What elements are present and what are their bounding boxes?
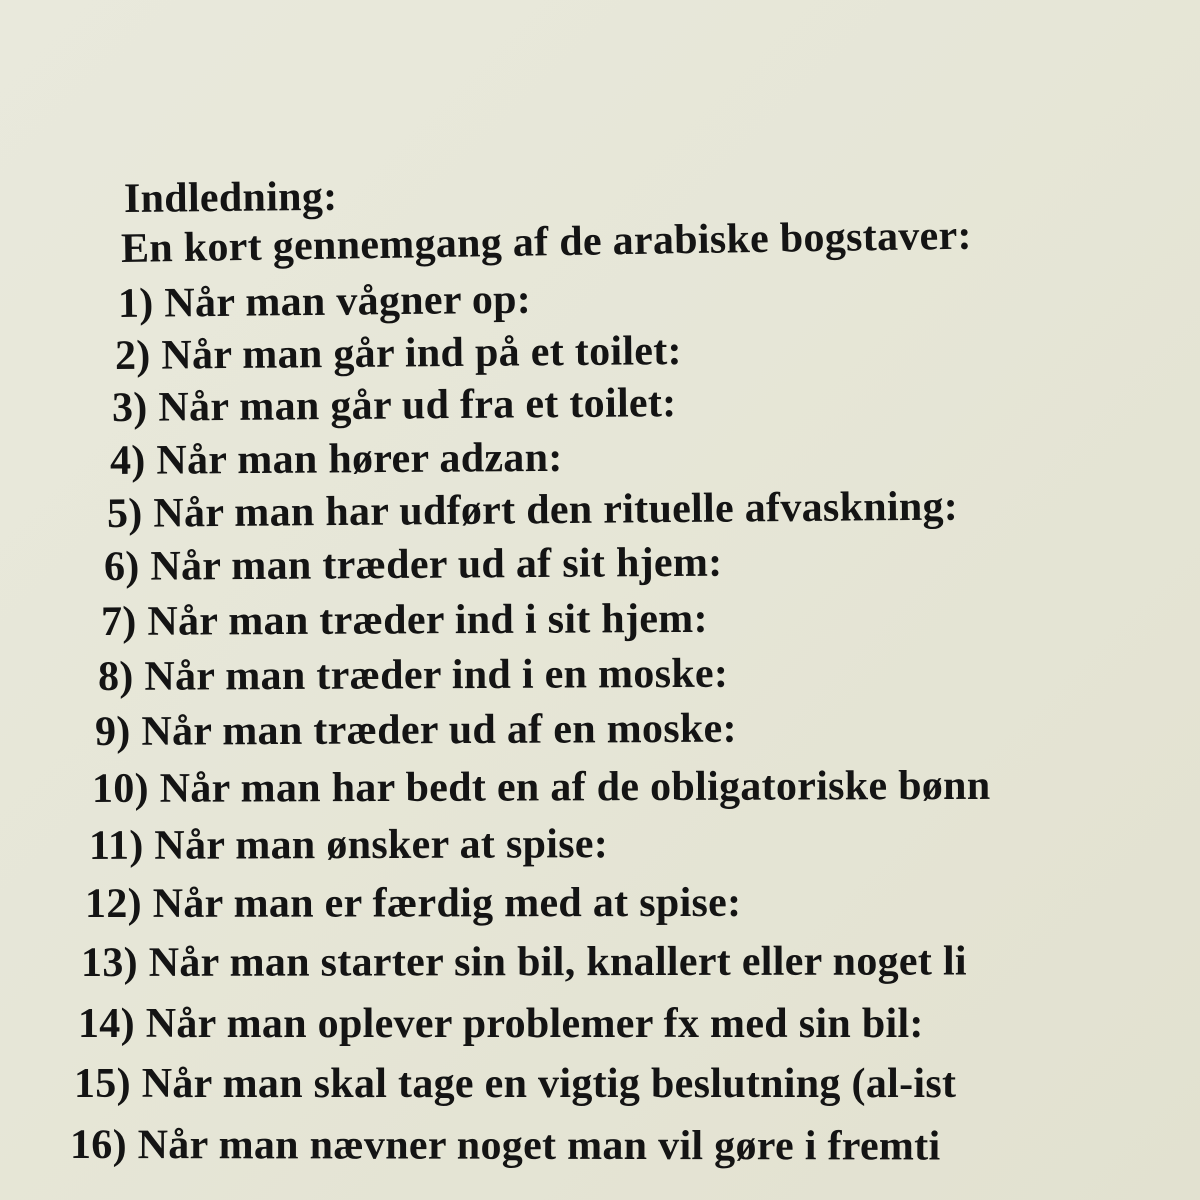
item-text: Når man træder ind i sit hjem: — [147, 595, 708, 645]
item-text: Når man er færdig med at spise: — [152, 879, 742, 927]
list-item — [109, 434, 563, 484]
list-item — [115, 330, 682, 377]
list-item — [84, 879, 742, 927]
list-item — [91, 762, 991, 812]
item-text: Når man har bedt en af de obligatoriske bønn — [159, 762, 991, 812]
list-item — [106, 483, 959, 537]
item-text: Når man ønsker at spise: — [154, 821, 609, 869]
item-number: 15) — [74, 1061, 131, 1107]
item-number: 16) — [69, 1122, 127, 1169]
item-number: 5) — [106, 490, 143, 537]
item-text: Når man starter sin bil, knallert eller noget li — [148, 938, 967, 986]
list-item — [100, 595, 708, 645]
item-number: 7) — [100, 598, 137, 645]
item-number: 12) — [84, 880, 142, 927]
list-item — [103, 539, 723, 590]
item-number: 14) — [78, 1001, 135, 1047]
list-item — [94, 705, 737, 755]
item-number: 9) — [94, 708, 131, 755]
item-text: Når man nævner noget man vil gøre i fremti — [137, 1122, 941, 1170]
item-number: 4) — [109, 437, 146, 484]
item-text: Når man hører adzan: — [156, 434, 563, 484]
item-text: Når man har udført den rituelle afvaskning: — [153, 483, 959, 537]
item-text: Når man træder ud af sit hjem: — [150, 539, 723, 590]
item-number: 6) — [103, 543, 140, 590]
item-text: Når man vågner op: — [164, 276, 532, 327]
item-text: Når man skal tage en vigtig beslutning (al-ist — [141, 1061, 957, 1107]
subheading: En kort gennemgang af de arabiske bogstaver: — [120, 212, 973, 272]
list-item — [112, 382, 677, 429]
item-number: 2) — [114, 332, 151, 379]
item-text: Når man træder ud af en moske: — [141, 705, 737, 755]
item-number: 10) — [91, 765, 149, 812]
item-text: Når man går ind på et toilet: — [161, 328, 683, 379]
list-item — [78, 1003, 924, 1045]
list-item — [89, 823, 608, 867]
list-item — [74, 1063, 956, 1105]
item-number: 3) — [111, 384, 148, 431]
list-item — [97, 650, 729, 700]
heading: Indledning: — [123, 173, 338, 222]
item-number: 8) — [97, 653, 134, 700]
item-number: 1) — [117, 280, 154, 327]
item-text: Når man oplever problemer fx med sin bil: — [145, 1001, 924, 1047]
item-number: 11) — [88, 822, 144, 869]
item-text: Når man går ud fra et toilet: — [158, 380, 677, 431]
list-item — [81, 940, 967, 984]
list-item — [70, 1124, 941, 1168]
item-number: 13) — [80, 939, 138, 986]
item-text: Når man træder ind i en moske: — [144, 650, 729, 700]
list-item — [117, 276, 532, 327]
